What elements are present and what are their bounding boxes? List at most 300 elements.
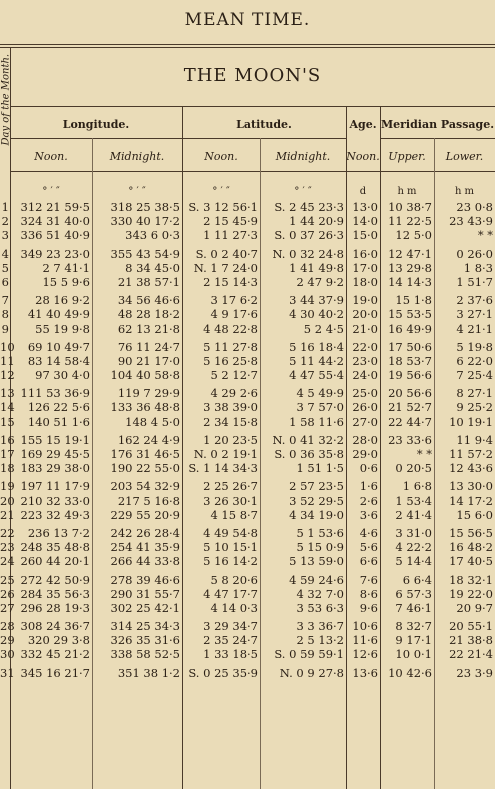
- age-header: Age.: [349, 118, 377, 131]
- row-group: [0, 433, 495, 476]
- cell-lon-mid: 8 34 45·0: [125, 260, 180, 275]
- cell-lower: 13 30·0: [449, 479, 493, 494]
- cell-age: 13·0: [352, 200, 378, 214]
- cell-day: 19: [0, 479, 15, 494]
- cell-upper: 1 53·4: [395, 493, 432, 508]
- row-group: [0, 573, 495, 616]
- cell-lower: 23 43·9: [449, 214, 493, 229]
- longitude-header: Longitude.: [62, 118, 130, 131]
- table-row: [0, 647, 495, 661]
- cell-lon-mid: 76 11 24·7: [117, 339, 180, 354]
- cell-lon-mid: 338 58 52·5: [110, 647, 180, 662]
- cell-day: 2: [1, 214, 9, 229]
- cell-lon-mid: 190 22 55·0: [110, 461, 180, 476]
- cell-lon-noon: 248 35 48·8: [20, 540, 90, 555]
- cell-lon-noon: 111 53 36·9: [20, 386, 90, 401]
- cell-day: 28: [0, 619, 15, 634]
- cell-age: 18·0: [352, 274, 378, 289]
- title-rule-double: [0, 47, 495, 48]
- cell-lower: 1 8·3: [463, 260, 493, 275]
- cell-upper: 22 44·7: [388, 414, 432, 429]
- cell-upper: 16 49·9: [388, 321, 432, 336]
- cell-day: 10: [0, 339, 15, 354]
- cell-lon-mid: 119 7 29·9: [117, 386, 180, 401]
- cell-lon-noon: 155 15 19·1: [20, 432, 90, 447]
- cell-day: 14: [0, 400, 15, 415]
- cell-age: 23·0: [352, 353, 378, 368]
- table-row: [0, 479, 495, 493]
- cell-lat-noon: 2 25 26·7: [203, 479, 258, 494]
- cell-day: 31: [0, 665, 15, 680]
- cell-lat-noon: 4 15 8·7: [210, 507, 258, 522]
- cell-lon-noon: 41 40 49·9: [27, 307, 90, 322]
- cell-lat-mid: S. 2 45 23·3: [274, 200, 344, 214]
- cell-age: 8·6: [359, 586, 378, 601]
- cell-lat-mid: 4 32 7·0: [296, 586, 344, 601]
- unit-lon-noon: ° ′ ″: [42, 186, 60, 197]
- cell-lat-noon: 1 11 27·3: [203, 228, 258, 243]
- cell-lat-mid: 1 41 49·8: [289, 260, 344, 275]
- cell-upper: 19 56·6: [388, 368, 432, 383]
- table-row: [0, 433, 495, 447]
- cell-lon-noon: 332 45 21·2: [20, 647, 90, 662]
- cell-lon-mid: 330 40 17·2: [110, 214, 180, 229]
- cell-upper: 8 32·7: [395, 619, 432, 634]
- cell-upper: 23 33·6: [388, 432, 432, 447]
- cell-lat-noon: 3 26 30·1: [203, 493, 258, 508]
- cell-day: 9: [1, 321, 9, 336]
- cell-day: 1: [1, 200, 9, 214]
- cell-day: 6: [1, 274, 9, 289]
- cell-upper: 13 29·8: [388, 260, 432, 275]
- title-rule: [0, 44, 495, 45]
- table-row: [0, 275, 495, 289]
- unit-lon-midnight: ° ′ ″: [128, 186, 146, 197]
- ephemeris-table-body: [0, 200, 495, 684]
- cell-lon-noon: 260 44 20·1: [20, 554, 90, 569]
- table-row: [0, 633, 495, 647]
- cell-lower: 0 26·0: [456, 246, 493, 261]
- cell-day: 29: [0, 633, 15, 648]
- table-row: [0, 400, 495, 414]
- table-row: [0, 666, 495, 680]
- unit-lower: h m: [454, 186, 475, 197]
- cell-day: 26: [0, 586, 15, 601]
- cell-upper: 10 0·1: [395, 647, 432, 662]
- unit-lat-noon: ° ′ ″: [212, 186, 230, 197]
- cell-day: 25: [0, 572, 15, 587]
- cell-age: 16·0: [352, 246, 378, 261]
- cell-day: 13: [0, 386, 15, 401]
- cell-lower: 14 17·2: [449, 493, 493, 508]
- table-row: [0, 354, 495, 368]
- cell-lon-noon: 312 21 59·5: [20, 200, 90, 214]
- cell-upper: 15 1·8: [395, 293, 432, 308]
- cell-lat-mid: 3 44 37·9: [289, 293, 344, 308]
- cell-lat-mid: 2 57 23·5: [289, 479, 344, 494]
- cell-upper: 6 57·3: [395, 586, 432, 601]
- cell-age: 10·6: [352, 619, 378, 634]
- row-group: [0, 526, 495, 569]
- cell-lat-noon: 4 29 2·6: [210, 386, 258, 401]
- cell-lon-mid: 351 38 1·2: [117, 665, 180, 680]
- age-noon-header: Noon.: [346, 150, 380, 163]
- cell-age: 5·6: [359, 540, 378, 555]
- table-row: [0, 508, 495, 522]
- cell-lower: 21 38·8: [449, 633, 493, 648]
- cell-lon-noon: 83 14 58·4: [27, 353, 90, 368]
- table-row: [0, 293, 495, 307]
- cell-lon-noon: 169 29 45·5: [20, 447, 90, 461]
- cell-lat-noon: 5 16 14·2: [203, 554, 258, 569]
- cell-age: 15·0: [352, 228, 378, 243]
- meridian-header: Meridian Passage.: [380, 118, 495, 131]
- cell-age: 6·6: [359, 554, 378, 569]
- cell-lon-noon: 2 7 41·1: [42, 260, 90, 275]
- table-row: [0, 368, 495, 382]
- cell-lower: 20 9·7: [456, 600, 493, 615]
- row-group: [0, 340, 495, 383]
- cell-lat-mid: 1 51 1·5: [296, 461, 344, 476]
- table-row: [0, 228, 495, 242]
- cell-day: 12: [0, 368, 15, 383]
- cell-age: 28·0: [352, 432, 378, 447]
- cell-upper: 12 47·1: [388, 246, 432, 261]
- cell-lon-noon: 308 24 36·7: [20, 619, 90, 634]
- cell-day: 24: [0, 554, 15, 569]
- cell-lower: * *: [477, 228, 493, 243]
- row-group: [0, 479, 495, 522]
- cell-age: 29·0: [352, 447, 378, 461]
- lat-midnight-header: Midnight.: [275, 150, 331, 163]
- cell-lat-noon: 5 10 15·1: [203, 540, 258, 555]
- group-rule-right: [380, 138, 495, 139]
- cell-lower: 4 21·1: [456, 321, 493, 336]
- cell-lon-noon: 140 51 1·6: [27, 414, 90, 429]
- cell-lon-noon: 15 5 9·6: [42, 274, 90, 289]
- table-row: [0, 247, 495, 261]
- cell-age: 22·0: [352, 339, 378, 354]
- cell-lat-mid: 2 47 9·2: [296, 274, 344, 289]
- cell-lower: 5 19·8: [456, 339, 493, 354]
- cell-age: 26·0: [352, 400, 378, 415]
- cell-day: 22: [0, 525, 15, 540]
- cell-lat-noon: 3 17 6·2: [210, 293, 258, 308]
- cell-age: 4·6: [359, 525, 378, 540]
- cell-lat-mid: 3 52 29·5: [289, 493, 344, 508]
- table-row: [0, 447, 495, 461]
- cell-lat-mid: N. 0 41 32·2: [272, 432, 344, 447]
- cell-lat-mid: 5 16 18·4: [289, 339, 344, 354]
- cell-lat-mid: 5 15 0·9: [296, 540, 344, 555]
- section-rule: [10, 106, 495, 107]
- cell-age: 19·0: [352, 293, 378, 308]
- cell-lon-noon: 284 35 56·3: [20, 586, 90, 601]
- cell-lon-mid: 302 25 42·1: [110, 600, 180, 615]
- cell-lower: 23 3·9: [456, 665, 493, 680]
- cell-age: 1·6: [359, 479, 378, 494]
- table-row: [0, 340, 495, 354]
- cell-upper: * *: [416, 447, 432, 461]
- table-row: [0, 200, 495, 214]
- cell-age: 20·0: [352, 307, 378, 322]
- cell-upper: 12 5·0: [395, 228, 432, 243]
- cell-upper: 14 14·3: [388, 274, 432, 289]
- cell-lon-mid: 217 5 16·8: [117, 493, 180, 508]
- cell-age: 14·0: [352, 214, 378, 229]
- cell-lower: 6 22·0: [456, 353, 493, 368]
- cell-lat-mid: S. 0 59 59·1: [274, 647, 344, 662]
- cell-lon-noon: 349 23 23·0: [20, 246, 90, 261]
- cell-lower: 19 22·0: [449, 586, 493, 601]
- cell-lat-mid: 2 5 13·2: [296, 633, 344, 648]
- cell-lat-noon: 2 15 14·3: [203, 274, 258, 289]
- cell-lat-mid: 3 53 6·3: [296, 600, 344, 615]
- row-group: [0, 293, 495, 336]
- cell-lon-mid: 318 25 38·5: [110, 200, 180, 214]
- cell-lower: 20 55·1: [449, 619, 493, 634]
- cell-lower: 1 51·7: [456, 274, 493, 289]
- table-row: [0, 601, 495, 615]
- cell-lon-mid: 133 36 48·8: [110, 400, 180, 415]
- cell-lon-mid: 314 25 34·3: [110, 619, 180, 634]
- cell-lon-noon: 272 42 50·9: [20, 572, 90, 587]
- table-row: [0, 214, 495, 228]
- cell-lon-mid: 48 28 18·2: [117, 307, 180, 322]
- table-row: [0, 619, 495, 633]
- cell-lon-mid: 343 6 0·3: [125, 228, 180, 243]
- cell-lat-mid: S. 0 36 35·8: [274, 447, 344, 461]
- cell-lon-noon: 28 16 9·2: [35, 293, 90, 308]
- row-group: [0, 247, 495, 290]
- cell-day: 8: [1, 307, 9, 322]
- cell-lower: 22 21·4: [449, 647, 493, 662]
- cell-day: 18: [0, 461, 15, 476]
- cell-lower: 16 48·2: [449, 540, 493, 555]
- cell-lon-noon: 223 32 49·3: [20, 507, 90, 522]
- table-row: [0, 261, 495, 275]
- day-column-label: Day of the Month.: [0, 53, 12, 146]
- cell-lon-noon: 197 11 17·9: [20, 479, 90, 494]
- cell-age: 7·6: [359, 572, 378, 587]
- table-row: [0, 540, 495, 554]
- unit-age: d: [359, 186, 367, 197]
- lat-noon-header: Noon.: [204, 150, 238, 163]
- cell-day: 15: [0, 414, 15, 429]
- cell-upper: 0 20·5: [395, 461, 432, 476]
- cell-lat-mid: 4 30 40·2: [289, 307, 344, 322]
- cell-lat-mid: 1 58 11·6: [289, 414, 344, 429]
- cell-upper: 21 52·7: [388, 400, 432, 415]
- cell-lat-noon: 1 20 23·5: [203, 432, 258, 447]
- cell-day: 3: [1, 228, 9, 243]
- cell-upper: 9 17·1: [395, 633, 432, 648]
- cell-lower: 10 19·1: [449, 414, 493, 429]
- table-row: [0, 573, 495, 587]
- cell-lon-mid: 21 38 57·1: [117, 274, 180, 289]
- cell-lon-mid: 326 35 31·6: [110, 633, 180, 648]
- cell-lat-noon: 4 49 54·8: [203, 525, 258, 540]
- cell-age: 12·6: [352, 647, 378, 662]
- cell-lon-mid: 34 56 46·6: [117, 293, 180, 308]
- cell-lon-mid: 104 40 58·8: [110, 368, 180, 383]
- cell-lat-noon: 5 8 20·6: [210, 572, 258, 587]
- cell-lon-mid: 278 39 46·6: [110, 572, 180, 587]
- cell-lat-mid: 3 7 57·0: [296, 400, 344, 415]
- cell-lat-noon: S. 0 2 40·7: [195, 246, 258, 261]
- cell-upper: 20 56·6: [388, 386, 432, 401]
- cell-age: 27·0: [352, 414, 378, 429]
- cell-upper: 10 38·7: [388, 200, 432, 214]
- row-group: [0, 386, 495, 429]
- cell-lower: 15 6·0: [456, 507, 493, 522]
- cell-age: 3·6: [359, 507, 378, 522]
- cell-day: 27: [0, 600, 15, 615]
- cell-day: 5: [1, 260, 9, 275]
- cell-lower: 15 56·5: [449, 525, 493, 540]
- cell-age: 9·6: [359, 600, 378, 615]
- page-title: MEAN TIME.: [184, 10, 311, 30]
- lon-noon-header: Noon.: [34, 150, 68, 163]
- cell-lat-noon: 5 16 25·8: [203, 353, 258, 368]
- cell-lat-noon: 1 33 18·5: [203, 647, 258, 662]
- cell-age: 11·6: [352, 633, 378, 648]
- cell-lat-mid: N. 0 9 27·8: [279, 665, 344, 680]
- cell-age: 0·6: [359, 461, 378, 476]
- cell-lon-mid: 229 55 20·9: [110, 507, 180, 522]
- lower-header: Lower.: [445, 150, 484, 163]
- cell-upper: 11 22·5: [388, 214, 432, 229]
- cell-lat-noon: 2 34 15·8: [203, 414, 258, 429]
- cell-lon-noon: 97 30 4·0: [35, 368, 90, 383]
- cell-day: 16: [0, 432, 15, 447]
- cell-lat-noon: S. 3 12 56·1: [188, 200, 258, 214]
- unit-lat-midnight: ° ′ ″: [294, 186, 312, 197]
- cell-lower: 11 9·4: [456, 432, 493, 447]
- cell-lon-mid: 62 13 21·8: [117, 321, 180, 336]
- cell-lon-noon: 336 51 40·9: [20, 228, 90, 243]
- cell-lat-noon: S. 1 14 34·3: [188, 461, 258, 476]
- cell-day: 23: [0, 540, 15, 555]
- upper-header: Upper.: [388, 150, 426, 163]
- cell-lat-mid: 4 59 24·6: [289, 572, 344, 587]
- cell-lat-mid: 3 3 36·7: [296, 619, 344, 634]
- table-row: [0, 307, 495, 321]
- cell-lower: 17 40·5: [449, 554, 493, 569]
- table-row: [0, 587, 495, 601]
- cell-lon-noon: 126 22 5·6: [27, 400, 90, 415]
- cell-lat-noon: 2 35 24·7: [203, 633, 258, 648]
- cell-lat-noon: 2 15 45·9: [203, 214, 258, 229]
- cell-lon-noon: 69 10 49·7: [27, 339, 90, 354]
- table-row: [0, 386, 495, 400]
- cell-lat-mid: 4 34 19·0: [289, 507, 344, 522]
- cell-day: 17: [0, 447, 15, 461]
- cell-lon-noon: 55 19 9·8: [35, 321, 90, 336]
- cell-lower: 7 25·4: [456, 368, 493, 383]
- cell-lat-noon: 5 11 27·8: [203, 339, 258, 354]
- cell-upper: 1 6·8: [402, 479, 432, 494]
- cell-upper: 3 31·0: [395, 525, 432, 540]
- cell-day: 20: [0, 493, 15, 508]
- cell-lower: 3 27·1: [456, 307, 493, 322]
- section-title: THE MOON'S: [183, 65, 322, 86]
- cell-lat-mid: 5 11 44·2: [289, 353, 344, 368]
- cell-lat-mid: S. 0 37 26·3: [274, 228, 344, 243]
- cell-lat-noon: N. 1 7 24·0: [193, 260, 258, 275]
- cell-lon-noon: 236 13 7·2: [27, 525, 90, 540]
- cell-lon-mid: 355 43 54·9: [110, 246, 180, 261]
- cell-age: 13·6: [352, 665, 378, 680]
- cell-lower: 11 57·2: [449, 447, 493, 461]
- cell-lower: 2 37·6: [456, 293, 493, 308]
- subheader-rule: [10, 171, 495, 172]
- cell-lat-noon: S. 0 25 35·9: [188, 665, 258, 680]
- table-row: [0, 526, 495, 540]
- cell-lon-noon: 345 16 21·7: [20, 665, 90, 680]
- cell-lat-mid: 4 5 49·9: [296, 386, 344, 401]
- cell-lat-mid: 5 13 59·0: [289, 554, 344, 569]
- cell-day: 4: [1, 246, 9, 261]
- cell-upper: 7 46·1: [395, 600, 432, 615]
- cell-upper: 4 22·2: [395, 540, 432, 555]
- cell-day: 11: [0, 353, 15, 368]
- cell-lower: 18 32·1: [449, 572, 493, 587]
- cell-lon-noon: 324 31 40·0: [20, 214, 90, 229]
- table-row: [0, 461, 495, 475]
- cell-lat-noon: 5 2 12·7: [210, 368, 258, 383]
- cell-age: 25·0: [352, 386, 378, 401]
- cell-lon-mid: 242 26 28·4: [110, 525, 180, 540]
- lon-midnight-header: Midnight.: [109, 150, 165, 163]
- cell-lat-mid: 5 2 4·5: [303, 321, 344, 336]
- cell-lat-mid: 5 1 53·6: [296, 525, 344, 540]
- latitude-header: Latitude.: [236, 118, 292, 131]
- group-rule-left: [10, 138, 346, 139]
- cell-lower: 12 43·6: [449, 461, 493, 476]
- cell-lat-mid: 1 44 20·9: [289, 214, 344, 229]
- cell-lat-noon: 4 47 17·7: [203, 586, 258, 601]
- cell-lon-mid: 90 21 17·0: [117, 353, 180, 368]
- cell-age: 21·0: [352, 321, 378, 336]
- cell-upper: 15 53·5: [388, 307, 432, 322]
- cell-lon-mid: 290 31 55·7: [110, 586, 180, 601]
- cell-lon-mid: 162 24 4·9: [117, 432, 180, 447]
- cell-lat-noon: 3 29 34·7: [203, 619, 258, 634]
- cell-lon-mid: 176 31 46·5: [110, 447, 180, 461]
- cell-day: 7: [1, 293, 9, 308]
- cell-upper: 6 6·4: [402, 572, 432, 587]
- cell-lat-noon: 3 38 39·0: [203, 400, 258, 415]
- cell-lower: 9 25·2: [456, 400, 493, 415]
- unit-upper: h m: [397, 186, 417, 197]
- cell-lon-mid: 254 41 35·9: [110, 540, 180, 555]
- cell-lon-noon: 210 32 33·0: [20, 493, 90, 508]
- cell-age: 24·0: [352, 368, 378, 383]
- cell-lon-noon: 320 29 3·8: [27, 633, 90, 648]
- cell-lat-mid: 4 47 55·4: [289, 368, 344, 383]
- row-group: [0, 200, 495, 243]
- cell-lat-mid: N. 0 32 24·8: [272, 246, 344, 261]
- row-group: [0, 666, 495, 680]
- table-row: [0, 415, 495, 429]
- cell-age: 2·6: [359, 493, 378, 508]
- cell-upper: 18 53·7: [388, 353, 432, 368]
- cell-lon-mid: 148 4 5·0: [125, 414, 180, 429]
- cell-lat-noon: 4 9 17·6: [210, 307, 258, 322]
- cell-upper: 5 14·4: [395, 554, 432, 569]
- table-row: [0, 494, 495, 508]
